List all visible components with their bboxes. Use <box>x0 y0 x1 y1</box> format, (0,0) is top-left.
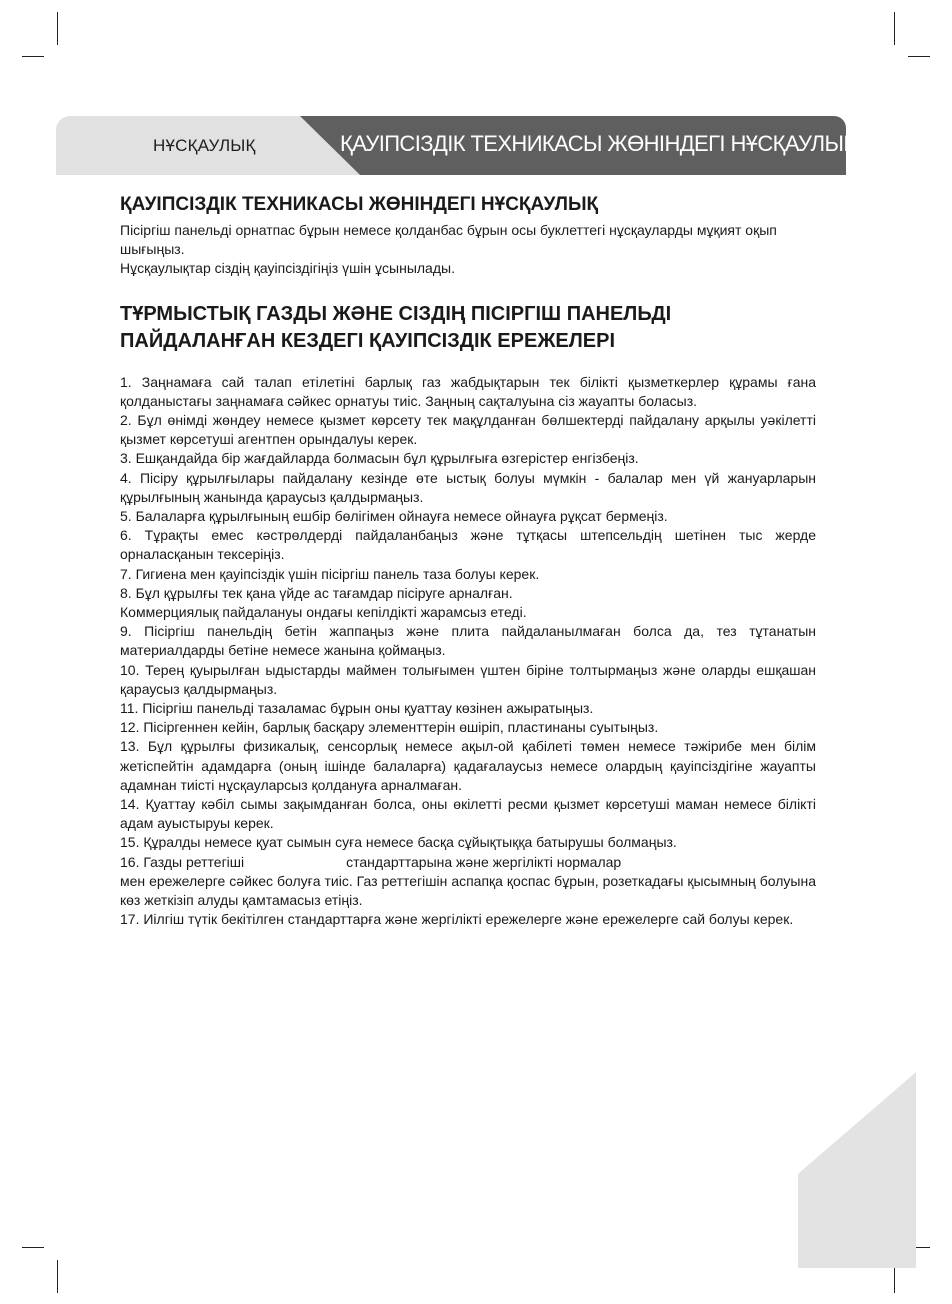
crop-mark <box>894 12 895 45</box>
rule-16-end: мен ережелерге сәйкес болуға тиіс. Газ реттегішін аспапқа қоспас бұрын, розеткадағы қысымның болуына көз жеткізіп алуды қамтамасыз етіңіз. <box>120 872 816 909</box>
rule-item: 13. Бұл құрылғы физикалық, сенсорлық немесе ақыл-ой қабілеті төмен немесе тәжірибе мен білім жетіспейтін адамдарға (оның ішінде балаларға) қадағалаусыз немесе олардың қауіпсіздігіне жауапты адамнан тиісті нұсқауларсыз қолдануға арналмаған. <box>120 738 816 793</box>
rule-item: 3. Ешқандайда бір жағдайларда болмасын бұл құрылғыға өзгерістер енгізбеңіз. <box>120 450 639 467</box>
rules-list <box>120 373 816 930</box>
rule-item: 9. Пісіргіш панельдің бетін жаппаңыз және плита пайдаланылмаған болса да, тез тұтанатын материалдарды бетіне немесе жанына қоймаңыз. <box>120 623 816 659</box>
crop-mark <box>57 1260 58 1293</box>
header-right-tab-label: ҚАУІПСІЗДІК ТЕХНИКАСЫ ЖӨНІНДЕГІ НҰСҚАУЛЫҚ <box>340 131 856 156</box>
rule-item: 10. Терең қуырылған ыдыстарды маймен толығымен үштен біріне толтырмаңыз және оларды ешқашан қараусыз қалдырмаңыз. <box>120 661 816 697</box>
section-title-line: ТҰРМЫСТЫҚ ГАЗДЫ ЖӘНЕ СІЗДІҢ ПІСІРГІШ ПАНЕЛЬДІ <box>120 302 672 325</box>
rule-item: 8. Бұл құрылғы тек қана үйде ас тағамдар пісіруге арналған. <box>120 584 513 601</box>
rule-item: Коммерциялық пайдалануы ондағы кепілдікті жарамсыз етеді. <box>120 604 527 621</box>
rule-item: 2. Бұл өнімді жөндеу немесе қызмет көрсету тек мақұлданған бөлшектерді пайдалану арқылы уәкілетті қызмет көрсетуші агентпен орындалуы керек. <box>120 412 816 448</box>
crop-mark <box>22 56 44 57</box>
rule-item: 5. Балаларға құрылғының ешбір бөлігімен ойнауға немесе ойнауға рұқсат бермеңіз. <box>120 508 668 525</box>
intro-paragraph: Нұсқаулықтар сіздің қауіпсіздігіңіз үшін ұсынылады. <box>120 260 455 277</box>
rule-item: 14. Қуаттау кәбіл сымы зақымданған болса, оны өкілетті ресми қызмет көрсетуші маман немесе білікті адам ауыстыруы керек. <box>120 796 816 832</box>
corner-decoration <box>798 1072 916 1268</box>
crop-mark <box>908 56 930 57</box>
section-title-safety-instructions: ҚАУІПСІЗДІК ТЕХНИКАСЫ ЖӨНІНДЕГІ НҰСҚАУЛЫҚ <box>120 194 599 215</box>
rule-item: 11. Пісіргіш панельді тазаламас бұрын оны қуаттау көзінен ажыратыңыз. <box>120 700 594 717</box>
page-content <box>120 194 816 930</box>
intro-paragraph: Пісіргіш панельді орнатпас бұрын немесе қолданбас бұрын осы буклеттегі нұсқауларды мұқият оқып шығыңыз. <box>120 222 777 258</box>
section-title-gas-safety-rules <box>120 301 816 355</box>
rule-16-start: 16. Газды реттегіші <box>120 853 245 870</box>
rule-item: 4. Пісіру құрылғылары пайдалану кезінде өте ыстық болуы мүмкін - балалар мен үй жануарларын құрылғының жанында қараусыз қалдырмаңыз. <box>120 469 816 505</box>
rule-item: 6. Тұрақты емес кәстрөлдерді пайдаланбаңыз және тұтқасы штепсельдің шетінен тыс жерде орналасқанын тексеріңіз. <box>120 527 816 563</box>
rule-item: 1. Заңнамаға сай талап етілетіні барлық газ жабдықтарын тек білікті қызметкерлер құрамы ғана қолданыстағы заңнамаға сәйкес орнатуы тиіс. Заңның сақталуына сіз жауапты боласыз. <box>120 373 816 409</box>
crop-mark <box>57 12 58 45</box>
rule-16-middle: стандарттарына және жергілікті нормалар <box>346 853 622 870</box>
rule-item: 12. Пісіргеннен кейін, барлық басқару элементтерін өшіріп, пластинаны суытыңыз. <box>120 719 659 736</box>
section-title-line: ПАЙДАЛАНҒАН КЕЗДЕГІ ҚАУІПСІЗДІК ЕРЕЖЕЛЕРІ <box>120 329 616 352</box>
rule-item-16 <box>120 853 816 911</box>
rule-item: 7. Гигиена мен қауіпсіздік үшін пісіргіш панель таза болуы керек. <box>120 565 540 582</box>
intro-paragraphs <box>120 221 816 279</box>
crop-mark <box>22 1247 44 1248</box>
rule-item: 15. Құралды немесе қуат сымын суға немесе басқа сұйықтыққа батырушы болмаңыз. <box>120 834 677 851</box>
rule-item: 17. Иілгіш түтік бекітілген стандарттарға және жергілікті ережелерге және ережелерге сай болуы керек. <box>120 911 794 928</box>
header-left-tab-label: НҰСҚАУЛЫҚ <box>153 136 256 155</box>
